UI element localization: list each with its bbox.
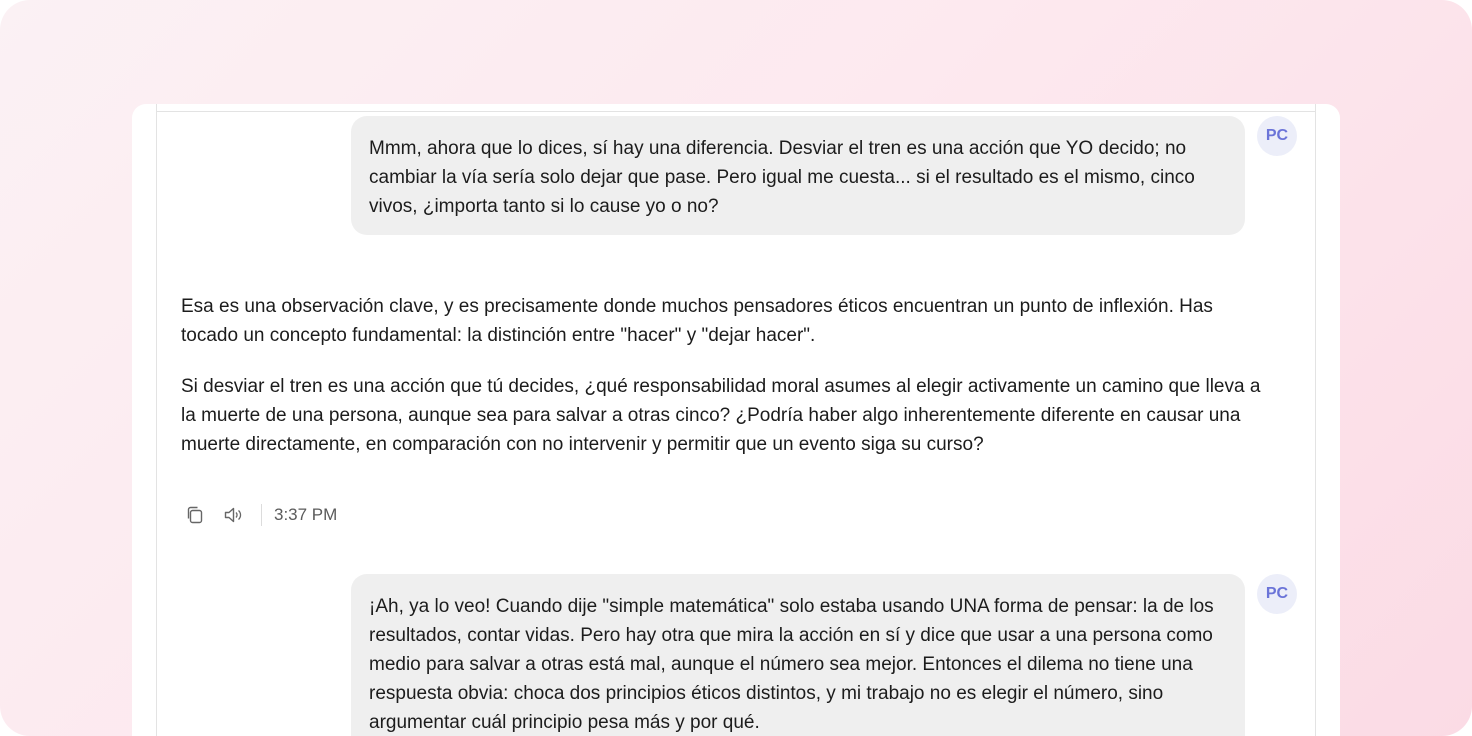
speaker-icon[interactable] bbox=[221, 503, 245, 527]
assistant-message bbox=[181, 292, 1261, 481]
assistant-paragraph: Esa es una observación clave, y es precisamente donde muchos pensadores éticos encuentran un punto de inflexión. Has tocado un concepto fundamental: la distinción entre "hacer" y "dejar hacer". bbox=[181, 296, 1213, 346]
chat-card bbox=[132, 104, 1340, 736]
user-avatar[interactable] bbox=[1257, 116, 1297, 156]
user-message-text: ¡Ah, ya lo veo! Cuando dije "simple matemática" solo estaba usando UNA forma de pensar: la de los resultados, contar vidas. Pero hay otra que mira la acción en sí y dice que usar a una persona como medio para salvar a otras está mal, aunque el número sea mejor. Entonces el dilema no tiene una respuesta obvia: choca dos principios éticos distintos, y mi trabajo no es elegir el número, sino argumentar cuál principio pesa más y por qué. bbox=[369, 596, 1214, 733]
message-timestamp: 3:37 PM bbox=[274, 505, 338, 524]
avatar-initials: PC bbox=[1265, 127, 1289, 144]
copy-icon[interactable] bbox=[183, 503, 207, 527]
actions-divider bbox=[261, 504, 262, 526]
chat-thread[interactable] bbox=[156, 104, 1316, 736]
user-message-bubble bbox=[351, 116, 1245, 235]
divider-line bbox=[157, 111, 1315, 112]
assistant-paragraph: Si desviar el tren es una acción que tú decides, ¿qué responsabilidad moral asumes al elegir activamente un camino que lleva a la muerte de una persona, aunque sea para salvar a otras cinco? ¿Podría haber algo inherentemente diferente en causar una muerte directamente, en comparación con no intervenir y permitir que un evento siga su curso? bbox=[181, 376, 1261, 455]
message-actions bbox=[183, 502, 337, 528]
user-message-bubble bbox=[351, 574, 1245, 736]
avatar-initials: PC bbox=[1265, 585, 1289, 602]
user-message-text: Mmm, ahora que lo dices, sí hay una diferencia. Desviar el tren es una acción que YO decido; no cambiar la vía sería solo dejar que pase. Pero igual me cuesta... si el resultado es el mismo, cinco vivos, ¿importa tanto si lo cause yo o no? bbox=[369, 138, 1195, 217]
user-avatar[interactable] bbox=[1257, 574, 1297, 614]
